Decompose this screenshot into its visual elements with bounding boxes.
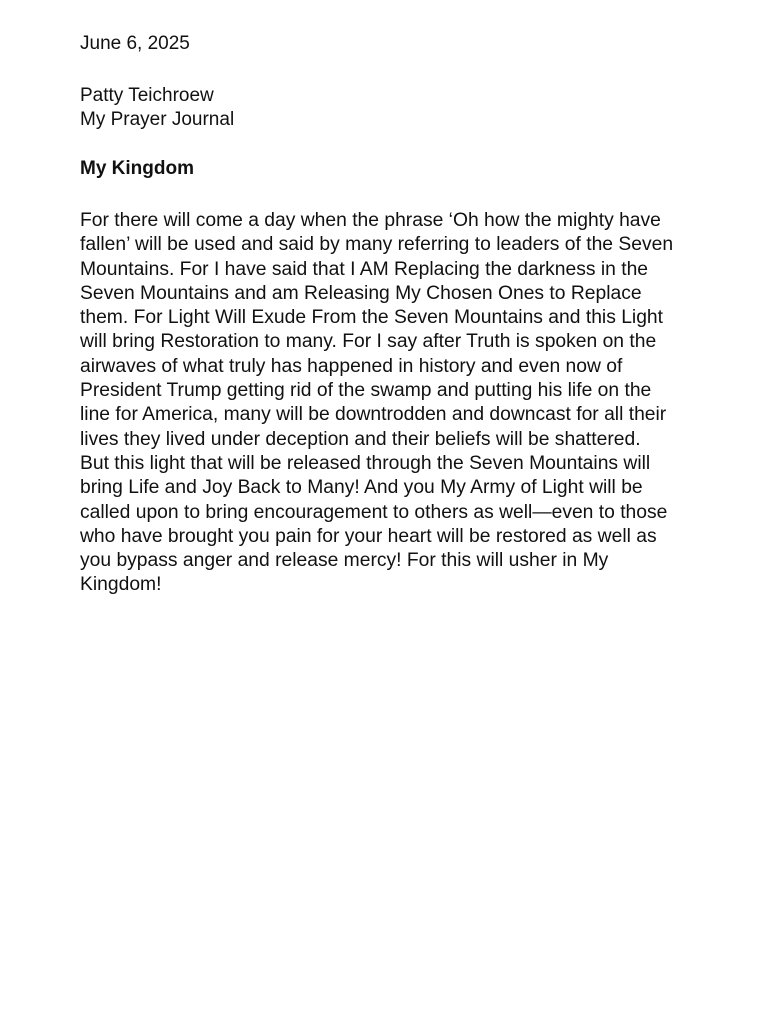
body-line: Kingdom!: [80, 574, 162, 596]
body-line: them. For Light Will Exude From the Seven Mountains and this Light: [80, 307, 664, 329]
author-block: [80, 84, 234, 132]
author-name: Patty Teichroew: [80, 85, 214, 106]
body-line: fallen’ will be used and said by many referring to leaders of the Seven: [80, 234, 674, 256]
body-line: But this light that will be released through the Seven Mountains will: [80, 452, 651, 474]
body-line: For there will come a day when the phrase ‘Oh how the mighty have: [80, 210, 661, 231]
body-line: Seven Mountains and am Releasing My Chosen Ones to Replace: [80, 282, 642, 304]
body-line: you bypass anger and release mercy! For this will usher in My: [80, 550, 609, 572]
body-line: line for America, many will be downtrodden and downcast for all their: [80, 404, 667, 426]
entry-body: [80, 209, 740, 598]
body-line: airwaves of what truly has happened in history and even now of: [80, 355, 623, 377]
body-line: called upon to bring encouragement to others as well—even to those: [80, 501, 668, 523]
body-line: bring Life and Joy Back to Many! And you My Army of Light will be: [80, 477, 643, 499]
body-line: President Trump getting rid of the swamp and putting his life on the: [80, 380, 652, 402]
journal-name: My Prayer Journal: [80, 109, 235, 130]
body-line: lives they lived under deception and their beliefs will be shattered.: [80, 428, 641, 450]
body-line: who have brought you pain for your heart will be restored as well as: [80, 525, 657, 547]
body-line: will bring Restoration to many. For I say after Truth is spoken on the: [80, 331, 657, 353]
document-date: June 6, 2025: [80, 33, 190, 54]
body-line: Mountains. For I have said that I AM Replacing the darkness in the: [80, 258, 649, 280]
entry-title: My Kingdom: [80, 158, 194, 179]
